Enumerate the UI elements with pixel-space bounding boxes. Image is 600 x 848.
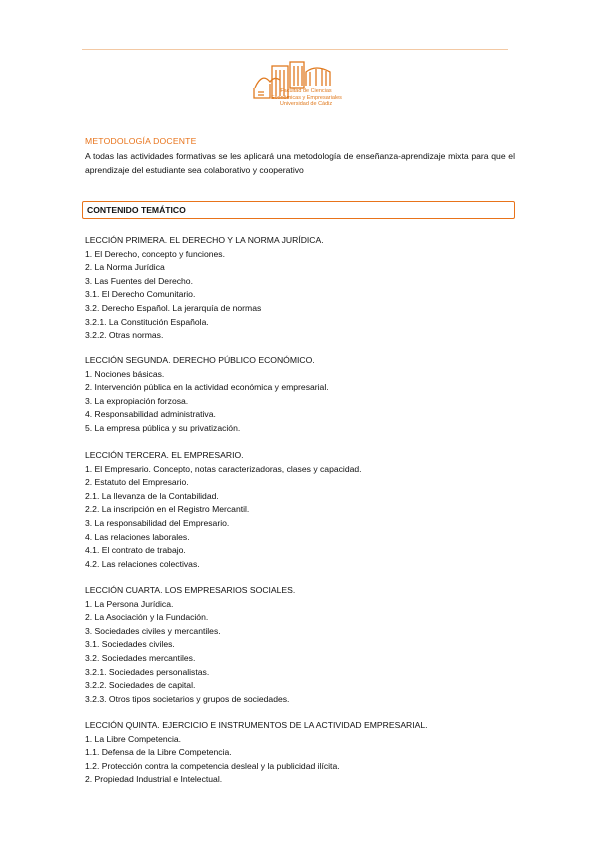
list-item: 3.1. El Derecho Comunitario. — [85, 289, 196, 300]
logo-caption — [271, 88, 341, 108]
header-rule — [82, 49, 508, 50]
list-item: 2. La Asociación y la Fundación. — [85, 612, 209, 623]
list-item: 4.1. El contrato de trabajo. — [85, 545, 186, 556]
list-item: 1. Nociones básicas. — [85, 368, 165, 379]
list-item: 2. Intervención pública en la actividad económica y empresarial. — [85, 382, 329, 393]
list-item: 5. La empresa pública y su privatización. — [85, 422, 241, 433]
list-item: 1. La Persona Jurídica. — [85, 598, 174, 609]
list-item: 2.1. La llevanza de la Contabilidad. — [85, 490, 219, 501]
lesson-title: LECCIÓN PRIMERA. EL DERECHO Y LA NORMA JURÍDICA. — [85, 235, 324, 245]
lesson-title: LECCIÓN QUINTA. EJERCICIO E INSTRUMENTOS DE LA ACTIVIDAD EMPRESARIAL. — [85, 720, 428, 730]
contenido-header — [82, 201, 515, 219]
list-item: 3.2.1. La Constitución Española. — [85, 316, 209, 327]
list-item: 3.2. Sociedades mercantiles. — [85, 652, 196, 663]
list-item: 1.1. Defensa de la Libre Competencia. — [85, 747, 232, 758]
lesson-title: LECCIÓN CUARTA. LOS EMPRESARIOS SOCIALES. — [85, 585, 296, 595]
lesson-1 — [85, 234, 515, 343]
lesson-4 — [85, 584, 515, 706]
list-item: 3.2.2. Sociedades de capital. — [85, 680, 196, 691]
list-item: 3. La expropiación forzosa. — [85, 395, 189, 406]
lesson-title: LECCIÓN TERCERA. EL EMPRESARIO. — [85, 450, 244, 460]
list-item: 4.2. Las relaciones colectivas. — [85, 558, 200, 569]
list-item: 1. El Empresario. Concepto, notas caracterizadoras, clases y capacidad. — [85, 463, 362, 474]
list-item: 2.2. La inscripción en el Registro Mercantil. — [85, 504, 250, 515]
list-item: 3.2. Derecho Español. La jerarquía de normas — [85, 302, 262, 313]
lesson-2 — [85, 354, 515, 436]
list-item: 1. El Derecho, concepto y funciones. — [85, 248, 225, 259]
list-item: 2. Estatuto del Empresario. — [85, 477, 189, 488]
list-item: 3.2.3. Otros tipos societarios y grupos de sociedades. — [85, 693, 290, 704]
lesson-title: LECCIÓN SEGUNDA. DERECHO PÚBLICO ECONÓMICO. — [85, 355, 315, 365]
list-item: 3. Sociedades civiles y mercantiles. — [85, 625, 221, 636]
contenido-title: CONTENIDO TEMÁTICO — [87, 205, 186, 215]
list-item: 3. La responsabilidad del Empresario. — [85, 517, 230, 528]
metodologia-body: A todas las actividades formativas se les aplicará una metodología de enseñanza-aprendizaje mixta para que el aprendizaje del estudiante sea colaborativo y cooperativo — [85, 151, 515, 175]
list-item: 1. La Libre Competencia. — [85, 733, 182, 744]
lesson-5 — [85, 719, 515, 787]
list-item: 3.2.1. Sociedades personalistas. — [85, 666, 210, 677]
logo-line: Facultad de Ciencias — [280, 88, 332, 94]
list-item: 4. Las relaciones laborales. — [85, 531, 190, 542]
logo-line: Universidad de Cádiz — [279, 101, 333, 107]
list-item: 3.2.2. Otras normas. — [85, 330, 164, 341]
metodologia-title: METODOLOGÍA DOCENTE — [85, 136, 197, 146]
list-item: 2. Propiedad Industrial e Intelectual. — [85, 774, 223, 785]
list-item: 3. Las Fuentes del Derecho. — [85, 275, 193, 286]
list-item: 4. Responsabilidad administrativa. — [85, 409, 216, 420]
logo-line: Económicas y Empresariales — [271, 94, 342, 101]
lesson-3 — [85, 449, 515, 571]
list-item: 1.2. Protección contra la competencia desleal y la publicidad ilícita. — [85, 760, 340, 771]
list-item: 2. La Norma Jurídica — [85, 262, 165, 273]
list-item: 3.1. Sociedades civiles. — [85, 639, 175, 650]
